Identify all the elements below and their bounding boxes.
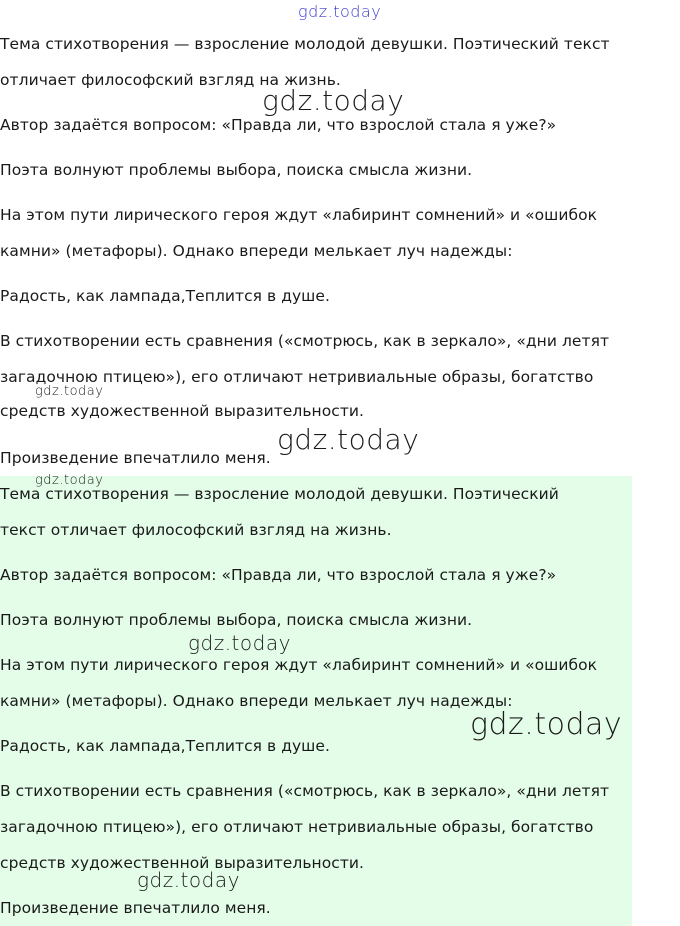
paragraph-comparisons-2: [0, 773, 640, 881]
watermark: gdz.today: [277, 423, 420, 456]
text-line: На этом пути лирического героя ждут «лабиринт сомнений» и «ошибок: [0, 656, 598, 674]
text-line: Произведение впечатлило меня.: [0, 899, 271, 917]
watermark: gdz.today: [35, 473, 104, 488]
watermark: gdz.today: [35, 384, 104, 399]
text-line: Автор задаётся вопросом: «Правда ли, что взрослой стала я уже?»: [0, 566, 557, 584]
text-line: Тема стихотворения — взросление молодой девушки. Поэтический: [0, 485, 559, 503]
paragraph-question-2: [0, 557, 640, 593]
text-line: камни» (метафоры). Однако впереди мелькает луч надежды:: [0, 692, 513, 710]
paragraph-path: [0, 197, 640, 269]
text-line: На этом пути лирического героя ждут «лабиринт сомнений» и «ошибок: [0, 206, 598, 224]
watermark-top: gdz.today: [298, 2, 382, 21]
paragraph-quote: [0, 278, 640, 314]
paragraph-comparisons: [0, 323, 640, 429]
text-line: В стихотворении есть сравнения («смотрюсь, как в зеркало», «дни летят: [0, 782, 610, 800]
paragraph-conclusion-2: [0, 890, 640, 926]
text-line: средств художественной выразительности.: [0, 402, 364, 420]
text-line: средств художественной выразительности.: [0, 854, 364, 872]
watermark: gdz.today: [262, 84, 405, 117]
text-line: Радость, как лампада,Теплится в душе.: [0, 287, 330, 305]
text-line: Радость, как лампада,Теплится в душе.: [0, 737, 330, 755]
text-line: Тема стихотворения — взросление молодой девушки. Поэтический текст: [0, 35, 610, 53]
text-line: Поэта волнуют проблемы выбора, поиска смысла жизни.: [0, 161, 473, 179]
watermark: gdz.today: [470, 707, 623, 742]
text-line: камни» (метафоры). Однако впереди мелькает луч надежды:: [0, 242, 513, 260]
watermark: gdz.today: [137, 868, 240, 892]
text-line: Поэта волнуют проблемы выбора, поиска смысла жизни.: [0, 611, 473, 629]
text-line: загадочною птицею»), его отличают нетривиальные образы, богатство: [0, 368, 594, 386]
text-line: Произведение впечатлило меня.: [0, 449, 271, 467]
text-line: загадочною птицею»), его отличают нетривиальные образы, богатство: [0, 818, 594, 836]
text-line: Автор задаётся вопросом: «Правда ли, что взрослой стала я уже?»: [0, 116, 557, 134]
text-line: отличает философский взгляд на жизнь.: [0, 71, 341, 89]
text-line: В стихотворении есть сравнения («смотрюсь, как в зеркало», «дни летят: [0, 332, 610, 350]
paragraph-problems-2: [0, 602, 640, 638]
watermark: gdz.today: [188, 631, 291, 655]
paragraph-problems: [0, 152, 640, 188]
text-line: текст отличает философский взгляд на жизнь.: [0, 521, 392, 539]
